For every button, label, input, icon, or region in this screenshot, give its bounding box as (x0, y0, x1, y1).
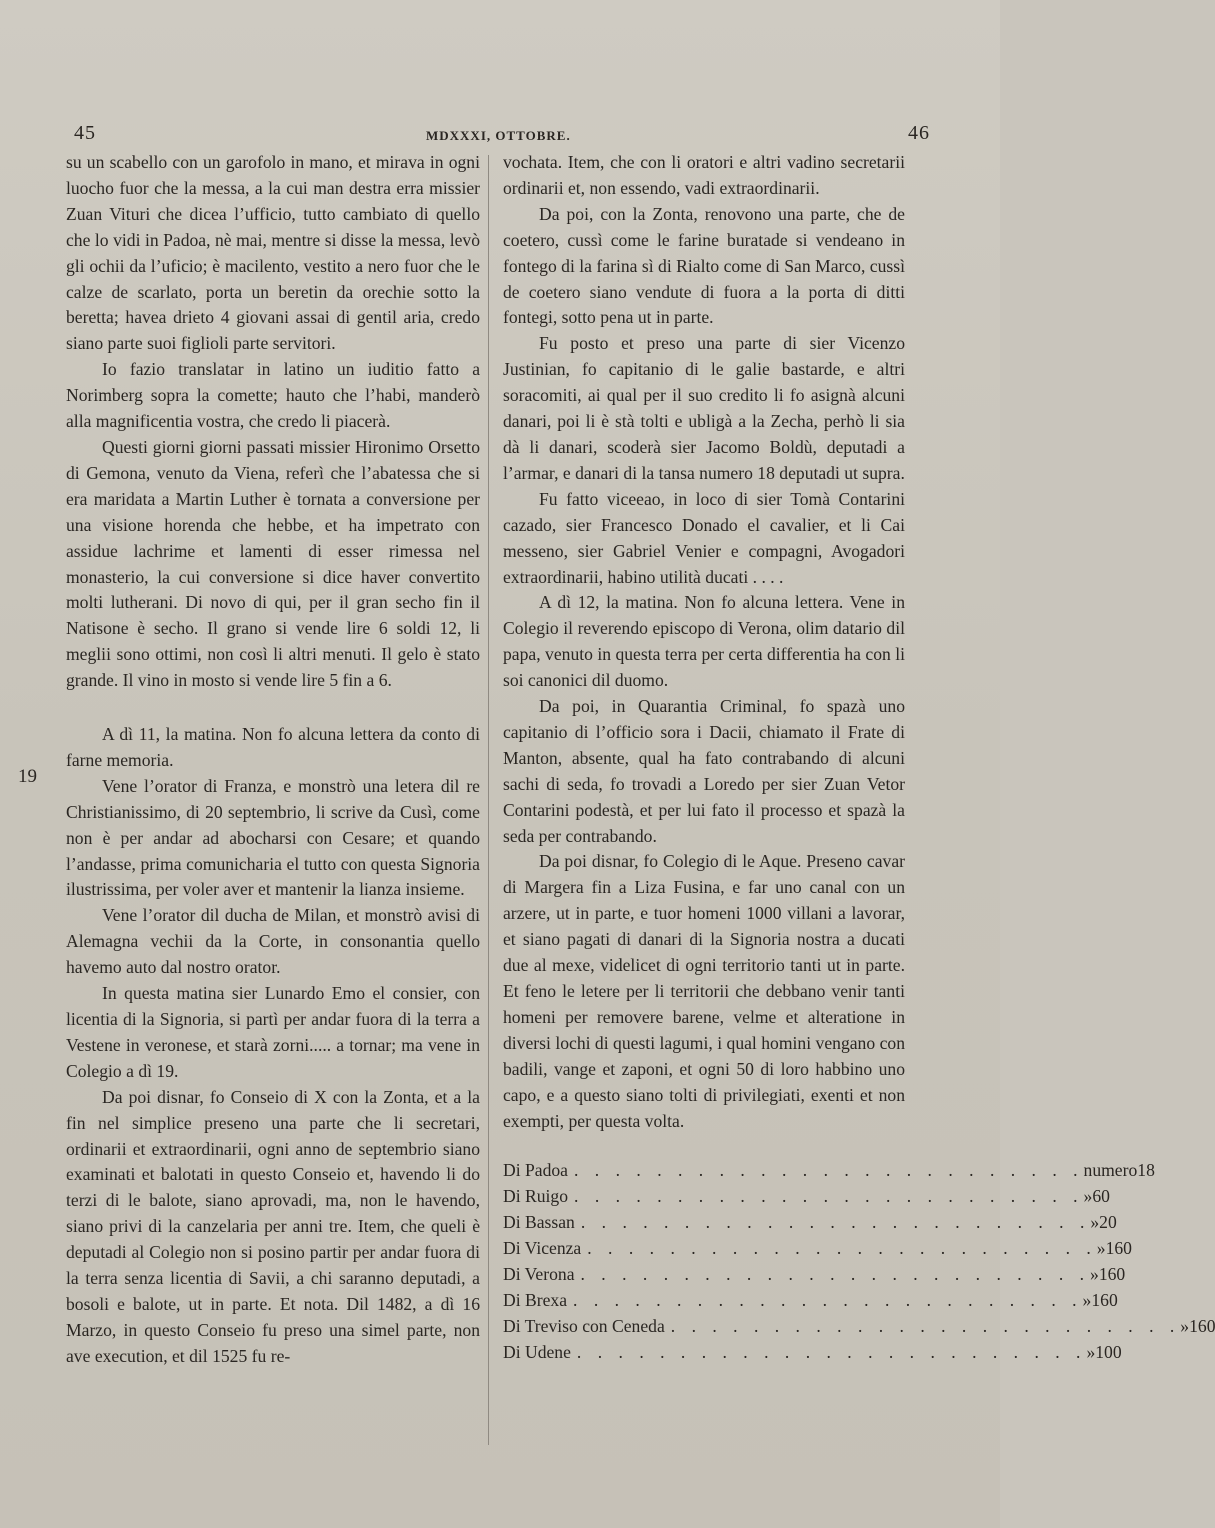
paragraph: Fu posto et preso una parte di sier Vicenzo Justinian, fo capitanio di le galie bastarde, e altri soracomiti, ai qual per il suo credito li fo asignà alcuni danari, poi li è stà tolti e ubligà a la Zecha, perhò li sia dà li danari, scoderà sier Jacomo Boldù, deputadi a l’armar, e danari di la tansa numero 18 deputadi ut supra. (503, 333, 905, 483)
table-value: 160 (1105, 1238, 1132, 1259)
table-place: Di Vicenza (503, 1238, 582, 1259)
table-value: 160 (1189, 1315, 1215, 1336)
margin-date-note: 19 (18, 766, 37, 787)
paragraph: vochata. Item, che con li oratori e altri vadino secretarii ordinarii et, non essendo, vadi extraordinarii. (503, 152, 905, 198)
table-row (503, 1158, 1155, 1184)
table-unit: » (1180, 1315, 1190, 1336)
paragraph: Vene l’orator di Franza, e monstrò una letera dil re Christianissimo, di 20 septembrio, li scrive da Cusì, come non è per andar ad abocharsi con Cesare; et quando l’andasse, prima comunicharia el tutto con questa Signoria ilustrissima, per voler aver et mantenir la lianza insieme. (66, 775, 480, 900)
table-value: 160 (1098, 1264, 1126, 1284)
page-number-right: 46 (908, 122, 930, 144)
table-place: Di Brexa (503, 1289, 568, 1310)
paragraph: Da poi disnar, fo Conseio di X con la Zonta, et a la fin nel simplice preseno una parte che li secretari, ordinarii et extraordinarii, ogni anno de septembrio siano examinati et balotati in questo Conseio et, havendo li do terzi di le balote, siano aprovadi, ma, non le havendo, siano privi di la canzelaria per anni tre. Item, che queli è deputadi al Colegio non si posino partir per andar fuora di la terra senza licentia di Savii, a chi saranno deputadi, a bosoli e balote, ut in parte. Et nota. Dil 1482, a dì 16 Marzo, in questo Conseio fu preso una simel parte, non ave execution, et dil 1525 fu re- (66, 1086, 480, 1366)
leader-dots: . . . . . . . . . . . . . . . . . . . . . . . . . (580, 1212, 1091, 1233)
paragraph: Da poi disnar, fo Colegio di le Aque. Preseno cavar di Margera fin a Liza Fusina, e far uno canal con un arzere, ut in parte, e tuor homeni 1000 villani a lavorar, et siano pagati di danari di la Signoria nostra a ducati due al mexe, videlicet di ogni territorio tanti ut in parte. Et feno le letere per li territorii che debbano venir tanti homeni per removere barene, velme et alteratione in diversi lochi di questi lagumi, i qual homini vengano con badili, vange et zaponi, et ogni 50 di loro habbino uno capo, e a questo siano tolti di privilegiati, exenti et non exempti, per questa volta. (503, 851, 905, 1131)
table-unit: » (1086, 1341, 1096, 1362)
left-column (66, 150, 480, 1370)
table-place: Di Bassan (503, 1212, 575, 1233)
leader-dots: . . . . . . . . . . . . . . . . . . . . . . . . . (580, 1264, 1091, 1284)
table-row (503, 1184, 1110, 1210)
table-value: 18 (1137, 1160, 1155, 1181)
table-row (503, 1210, 1117, 1236)
paragraph: Questi giorni giorni passati missier Hironimo Orsetto di Gemona, venuto da Viena, referì che l’abatessa che si era maridata a Martin Luther è tornata a conversione per una visione horenda che hebbe, et ha impetrato con assidue lachrime et lamenti di esser rimessa nel monasterio, la cui conversione si dice haver convertito molti lutherani. Di novo di qui, per il gran secho fin il Natisone è secho. Il grano si vende lire 6 soldi 12, li meglii sono ottimi, non così li altri menuti. Il gelo è stato grande. Il vino in mosto si vende lire 5 fin a 6. (66, 436, 480, 691)
column-divider (488, 155, 489, 1445)
leader-dots: . . . . . . . . . . . . . . . . . . . . . . . . . (574, 1186, 1084, 1207)
table-unit: numero (1083, 1160, 1138, 1181)
paragraph: A dì 12, la matina. Non fo alcuna lettera. Vene in Colegio il reverendo episcopo di Verona, olim datario dil papa, venuto in questa terra per certa differentia ha con li soi canonici dil duomo. (503, 592, 905, 691)
table-unit: » (1090, 1264, 1099, 1284)
page-header (70, 122, 930, 152)
leader-dots: . . . . . . . . . . . . . . . . . . . . . . . . . (587, 1238, 1097, 1259)
leader-dots: . . . . . . . . . . . . . . . . . . . . . . . . . (573, 1289, 1083, 1310)
table-value: 100 (1095, 1341, 1122, 1362)
paragraph: In questa matina sier Lunardo Emo el consier, con licentia di la Signoria, si partì per andar fuora di la terra a Vestene in veronese, et starà zorni..... a tornar; ma vene in Colegio a dì 19. (66, 983, 480, 1081)
table-row (503, 1262, 1126, 1288)
table-place: Di Ruigo (503, 1186, 569, 1207)
table-value: 60 (1092, 1186, 1110, 1207)
table-place: Di Verona (503, 1264, 575, 1284)
table-unit: » (1090, 1212, 1100, 1233)
running-head: MDXXXI, OTTOBRE. (426, 128, 571, 143)
table-row (503, 1340, 1122, 1366)
paragraph: Fu fatto viceeao, in loco di sier Tomà Contarini cazado, sier Francesco Donado el cavalier, et li Cai messeno, sier Gabriel Venier e compagni, Avogadori extraordinarii, habino utilità ducati . . . . (503, 488, 905, 587)
table-unit: » (1096, 1238, 1106, 1259)
table-place: Di Padoa (503, 1160, 568, 1181)
paragraph: Vene l’orator dil ducha de Milan, et monstrò avisi di Alemagna vechii da la Corte, in consonantia quello havemo auto dal nostro orator. (66, 905, 480, 978)
paragraph: Da poi, in Quarantia Criminal, fo spazà uno capitanio di l’officio sora i Dacii, chiamato il Frate di Manton, absente, qual ha fato contrabando di alcuni sachi di seda, fo trovadi a Loredo per sier Zuan Vetor Contarini podestà, et per lui fato il processo et spazà la seda per contrabando. (503, 696, 905, 846)
table-place: Di Udene (503, 1341, 571, 1362)
paragraph: Io fazio translatar in latino un iuditio fatto a Norimberg sopra la comette; hauto che l’habi, manderò alla magnificentia vostra, che credo li piacerà. (66, 359, 480, 432)
paragraph: A dì 11, la matina. Non fo alcuna lettera da conto di farne memoria. (66, 724, 480, 770)
table-row (503, 1288, 1118, 1314)
table-row (503, 1314, 1215, 1340)
leader-dots: . . . . . . . . . . . . . . . . . . . . . . . . . (576, 1341, 1087, 1362)
paragraph: Da poi, con la Zonta, renovono una parte, che de coetero, cussì come le farine buratade si vendeano in fontego di la farina sì di Rialto come di San Marco, cussì de coetero siano vendute di fuora a la porta di ditti fontegi, sotto pena ut in parte. (503, 203, 905, 328)
table-unit: » (1082, 1289, 1092, 1310)
leader-dots: . . . . . . . . . . . . . . . . . . . . . . . . . (574, 1160, 1084, 1181)
table-row (503, 1236, 1132, 1262)
table-value: 20 (1099, 1212, 1117, 1233)
table-place: Di Treviso con Ceneda (503, 1315, 665, 1336)
villagers-table (503, 1158, 1215, 1365)
right-column (503, 150, 1215, 1366)
table-unit: » (1083, 1186, 1093, 1207)
page-number-left: 45 (74, 122, 96, 144)
leader-dots: . . . . . . . . . . . . . . . . . . . . . . . . . (670, 1315, 1181, 1336)
paragraph: su un scabello con un garofolo in mano, et mirava in ogni luocho fuor che la messa, a la cui man destra erra missier Zuan Vituri che dicea l’ufficio, tutto cambiato di quello che lo vidi in Padoa, nè mai, mentre si disse la messa, levò gli ochii da l’uficio; è macilento, vestito a nero fuor che le calze de scarlato, porta un beretin da orechie sotto la beretta; havea drieto 4 giovani assai di gentil aria, credo siano parte suoi figlioli parte servitori. (66, 152, 480, 354)
table-value: 160 (1091, 1289, 1118, 1310)
